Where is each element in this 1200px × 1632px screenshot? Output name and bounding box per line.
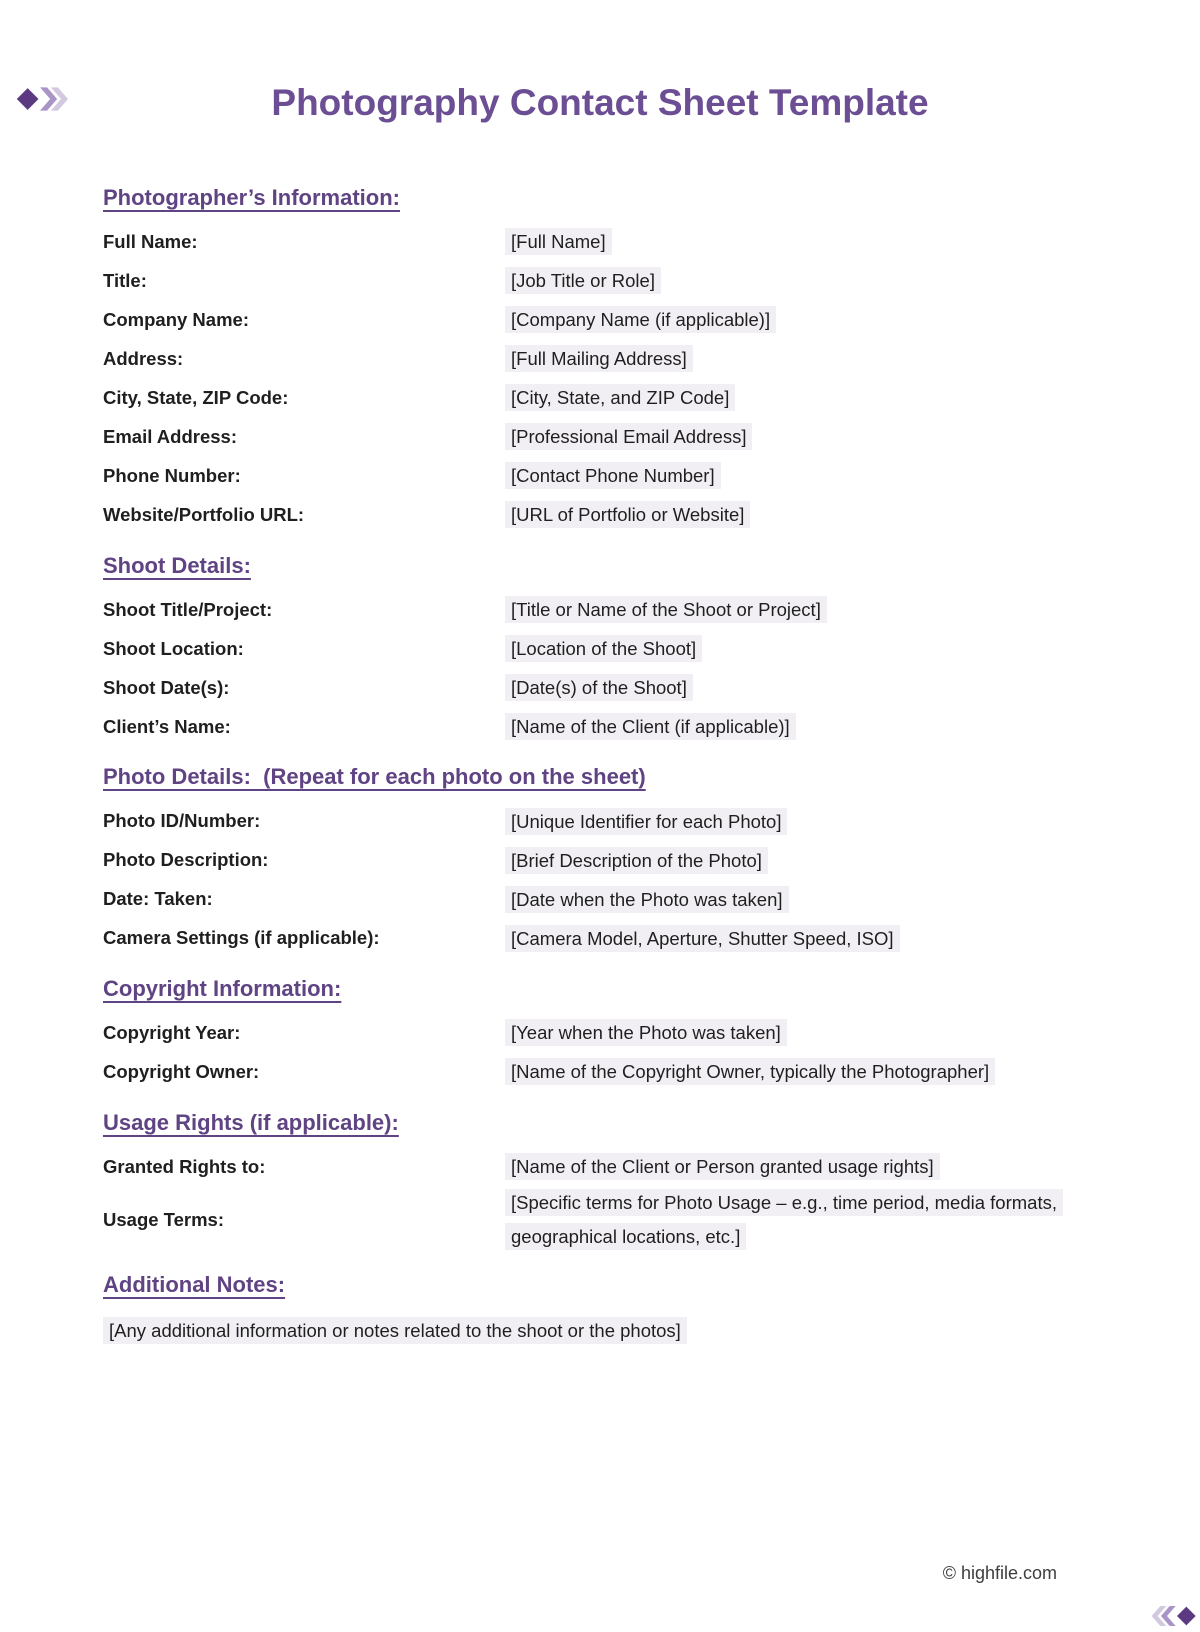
section-rows xyxy=(103,802,1105,958)
field-row xyxy=(103,1186,1105,1254)
field-value-wrap xyxy=(505,1186,1080,1254)
field-value-wrap xyxy=(505,381,735,415)
field-value-wrap xyxy=(505,805,787,839)
field-label: Company Name: xyxy=(103,309,249,331)
document-sections xyxy=(0,184,1200,1348)
field-row xyxy=(103,919,1105,958)
field-value: [Year when the Photo was taken] xyxy=(505,1019,787,1046)
field-value: [Date when the Photo was taken] xyxy=(505,886,789,913)
field-row xyxy=(103,1147,1105,1186)
footer-credit: © highfile.com xyxy=(942,1563,1057,1583)
field-value: [Date(s) of the Shoot] xyxy=(505,674,693,701)
field-value-wrap xyxy=(505,342,693,376)
field-value-wrap xyxy=(505,420,752,454)
field-value: [Professional Email Address] xyxy=(505,423,752,450)
field-label: Camera Settings (if applicable): xyxy=(103,927,380,949)
field-value-wrap xyxy=(505,844,768,878)
section-note xyxy=(103,1314,1105,1348)
field-value: [Specific terms for Photo Usage – e.g., time period, media formats, geographical locations, etc.] xyxy=(505,1189,1063,1250)
field-row xyxy=(103,301,1105,340)
field-label: Granted Rights to: xyxy=(103,1155,266,1177)
diamond-double-chevron-right-icon xyxy=(16,85,68,113)
form-section xyxy=(103,184,1105,535)
section-heading: Usage Rights (if applicable): xyxy=(103,1109,399,1135)
field-row xyxy=(103,223,1105,262)
field-row xyxy=(103,262,1105,301)
field-value-wrap xyxy=(505,225,612,259)
field-value-wrap xyxy=(505,1150,940,1184)
field-row xyxy=(103,457,1105,496)
field-row xyxy=(103,418,1105,457)
field-value: [URL of Portfolio or Website] xyxy=(505,501,750,528)
field-label: Title: xyxy=(103,270,147,292)
field-label: Photo Description: xyxy=(103,849,269,871)
field-label: Photo ID/Number: xyxy=(103,810,261,832)
field-value-wrap xyxy=(505,632,702,666)
field-row xyxy=(103,379,1105,418)
field-value: [Brief Description of the Photo] xyxy=(505,847,768,874)
form-section xyxy=(103,975,1105,1092)
field-row xyxy=(103,707,1105,746)
field-value-wrap xyxy=(505,883,789,917)
field-value: [Contact Phone Number] xyxy=(505,462,721,489)
field-label: Shoot Date(s): xyxy=(103,676,230,698)
field-row xyxy=(103,629,1105,668)
field-value-wrap xyxy=(505,710,796,744)
field-label: Shoot Title/Project: xyxy=(103,598,273,620)
page-title: Photography Contact Sheet Template xyxy=(271,82,929,123)
field-value-wrap xyxy=(505,303,776,337)
field-value: [Title or Name of the Shoot or Project] xyxy=(505,596,827,623)
field-label: Usage Terms: xyxy=(103,1209,224,1231)
note-text: [Any additional information or notes related to the shoot or the photos] xyxy=(103,1317,687,1344)
section-rows xyxy=(103,1147,1105,1254)
section-heading: Photographer’s Information: xyxy=(103,185,400,211)
section-heading: Shoot Details: xyxy=(103,552,251,578)
field-value-wrap xyxy=(505,1055,995,1089)
field-value-wrap xyxy=(505,498,750,532)
field-label: Client’s Name: xyxy=(103,715,231,737)
field-row xyxy=(103,880,1105,919)
field-row xyxy=(103,668,1105,707)
field-value: [Company Name (if applicable)] xyxy=(505,306,776,333)
field-label: Date: Taken: xyxy=(103,888,213,910)
field-label: Shoot Location: xyxy=(103,637,244,659)
field-label: City, State, ZIP Code: xyxy=(103,387,289,409)
field-label: Copyright Owner: xyxy=(103,1061,260,1083)
section-heading: Copyright Information: xyxy=(103,976,342,1002)
form-section xyxy=(103,763,1105,958)
field-value-wrap xyxy=(505,671,693,705)
field-row xyxy=(103,802,1105,841)
field-row xyxy=(103,841,1105,880)
field-value: [Location of the Shoot] xyxy=(505,635,702,662)
field-value-wrap xyxy=(505,459,721,493)
section-rows xyxy=(103,223,1105,535)
form-section xyxy=(103,1109,1105,1255)
field-value: [Name of the Copyright Owner, typically the Photographer] xyxy=(505,1058,995,1085)
field-row xyxy=(103,590,1105,629)
field-label: Copyright Year: xyxy=(103,1022,241,1044)
field-label: Email Address: xyxy=(103,426,237,448)
field-label: Website/Portfolio URL: xyxy=(103,504,305,526)
section-heading: Additional Notes: xyxy=(103,1272,286,1298)
field-label: Phone Number: xyxy=(103,465,241,487)
form-section xyxy=(103,1271,1105,1348)
field-row xyxy=(103,1053,1105,1092)
field-value: [Name of the Client or Person granted usage rights] xyxy=(505,1153,940,1180)
field-value-wrap xyxy=(505,264,661,298)
field-label: Full Name: xyxy=(103,231,198,253)
field-value: [Full Mailing Address] xyxy=(505,345,693,372)
field-row xyxy=(103,1014,1105,1053)
section-rows xyxy=(103,590,1105,746)
field-value: [Full Name] xyxy=(505,228,612,255)
field-value-wrap xyxy=(505,593,827,627)
section-rows xyxy=(103,1014,1105,1092)
field-value: [Unique Identifier for each Photo] xyxy=(505,808,787,835)
field-value: [Job Title or Role] xyxy=(505,267,661,294)
field-value-wrap xyxy=(505,1016,787,1050)
field-row xyxy=(103,340,1105,379)
field-value: [Camera Model, Aperture, Shutter Speed, ISO] xyxy=(505,925,900,952)
double-chevron-left-diamond-icon xyxy=(1150,1606,1198,1626)
form-section xyxy=(103,552,1105,747)
field-value: [City, State, and ZIP Code] xyxy=(505,384,735,411)
field-label: Address: xyxy=(103,348,184,370)
field-value: [Name of the Client (if applicable)] xyxy=(505,713,796,740)
field-row xyxy=(103,496,1105,535)
section-heading: Photo Details: (Repeat for each photo on the sheet) xyxy=(103,764,646,790)
field-value-wrap xyxy=(505,922,900,956)
